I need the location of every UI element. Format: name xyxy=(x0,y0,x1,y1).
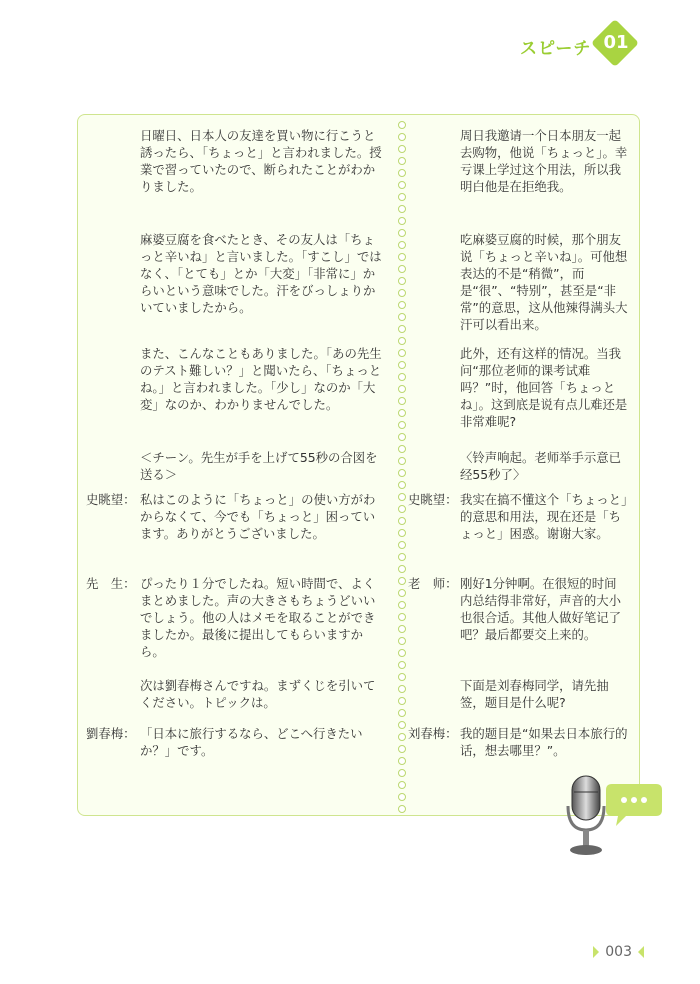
page-marker-left xyxy=(593,946,599,958)
binding-ring xyxy=(398,529,406,537)
page-marker-right xyxy=(638,946,644,958)
speaker-name: 老 师： xyxy=(408,576,458,591)
binding-ring xyxy=(398,517,406,525)
binding-ring xyxy=(398,625,406,633)
binding-ring xyxy=(398,289,406,297)
binding-ring xyxy=(398,565,406,573)
binding-ring xyxy=(398,421,406,429)
binding-ring xyxy=(398,709,406,717)
binding-ring xyxy=(398,145,406,153)
binding-ring xyxy=(398,121,406,129)
binding-ring xyxy=(398,649,406,657)
speaker-name: 劉春梅： xyxy=(86,726,136,741)
binding-ring xyxy=(398,277,406,285)
binding-ring xyxy=(398,685,406,693)
binding-ring xyxy=(398,481,406,489)
spiral-binding xyxy=(396,115,408,815)
binding-ring xyxy=(398,505,406,513)
binding-ring xyxy=(398,229,406,237)
ja-paragraph: 日曜日、日本人の友達を買い物に行こうと誘ったら、「ちょっと」と言われました。授業で習っていたので、断られたことがわかりました。 xyxy=(140,128,382,194)
binding-ring xyxy=(398,313,406,321)
binding-ring xyxy=(398,361,406,369)
speaker-name: 史眺望： xyxy=(408,492,458,507)
binding-ring xyxy=(398,265,406,273)
binding-ring xyxy=(398,301,406,309)
speech-bubble-icon xyxy=(604,780,664,830)
binding-ring xyxy=(398,697,406,705)
binding-ring xyxy=(398,577,406,585)
binding-ring xyxy=(398,157,406,165)
binding-ring xyxy=(398,493,406,501)
binding-ring xyxy=(398,757,406,765)
binding-ring xyxy=(398,781,406,789)
section-label: スピーチ xyxy=(520,38,592,59)
binding-ring xyxy=(398,385,406,393)
binding-ring xyxy=(398,325,406,333)
binding-ring xyxy=(398,805,406,813)
binding-ring xyxy=(398,373,406,381)
binding-ring xyxy=(398,433,406,441)
binding-ring xyxy=(398,181,406,189)
binding-ring xyxy=(398,541,406,549)
binding-ring xyxy=(398,601,406,609)
speaker-name: 刘春梅： xyxy=(408,726,458,741)
binding-ring xyxy=(398,793,406,801)
binding-ring xyxy=(398,349,406,357)
speaker-name: 史眺望： xyxy=(86,492,136,507)
binding-ring xyxy=(398,673,406,681)
section-number: 01 xyxy=(603,32,629,53)
binding-ring xyxy=(398,721,406,729)
binding-ring xyxy=(398,589,406,597)
binding-ring xyxy=(398,637,406,645)
binding-ring xyxy=(398,253,406,261)
binding-ring xyxy=(398,217,406,225)
binding-ring xyxy=(398,457,406,465)
binding-ring xyxy=(398,445,406,453)
binding-ring xyxy=(398,397,406,405)
binding-ring xyxy=(398,769,406,777)
binding-ring xyxy=(398,133,406,141)
page-number-area xyxy=(593,944,644,960)
binding-ring xyxy=(398,661,406,669)
section-tag xyxy=(520,28,629,64)
binding-ring xyxy=(398,241,406,249)
speaker-name: 先 生： xyxy=(86,576,136,591)
binding-ring xyxy=(398,409,406,417)
binding-ring xyxy=(398,613,406,621)
binding-ring xyxy=(398,469,406,477)
binding-ring xyxy=(398,553,406,561)
binding-ring xyxy=(398,205,406,213)
page-number: 003 xyxy=(605,944,632,960)
dialogue-panel: 日曜日、日本人の友達を買い物に行こうと誘ったら、「ちょっと」と言われました。授業で習っていたので、断られたことがわかりました。 麻婆豆腐を食べたとき、その友人は「ちょっと辛いね」と言いました。「すこし」ではなく、「とても」とか「大変」「非常に」からいという意味でした。汗をびっしょりかいていましたから。 また、こんなこともありました。「あの先生のテスト難しい？」と聞いたら、「ちょっとね。」と言われました。「少し」なのか「大変」なのか、わかりませんでした。 ＜チーン。先生が手を上げて55秒の合図を送る＞ 史眺望： 私はこのように「ちょっと」の使い方がわからなくて、今でも「ちょっと」困っています。ありがとうございました。 先 生： ぴったり１分でしたね。短い時間で、よくまとめました。声の大きさもちょうどいいでしょう。他の人はメモを取ることができましたか。最後に提出してもらいますから。 次は劉春梅さんですね。まずくじを引いてください。トピックは。 劉春梅： 「日本に旅行するなら、どこへ行きたいか？」です。 周日我邀请一个日本朋友一起去购物，他说「ちょっと」。幸亏课上学过这个用法，所以我明白他是在拒绝我。 吃麻婆豆腐的时候，那个朋友说「ちょっと辛いね」。可他想表达的不是“稍微”，而是“很”、“特别”，甚至是“非常”的意思，这从他辣得满头大汗可以看出来。 此外，还有这样的情况。当我问“那位老师的课考试难吗？”时，他回答「ちょっとね」。这到底是说有点儿难还是非常难呢? 〈铃声响起。老师举手示意已经55秒了〉 史眺望： 我实在搞不懂这个「ちょっと」的意思和用法，现在还是「ちょっと」困惑。谢谢大家。 老 师： 刚好1分钟啊。在很短的时间内总结得非常好，声音的大小也很合适。其他人做好笔记了吧？最后都要交上来的。 下面是刘春梅同学，请先抽签，题目是什么呢? 刘春梅： 我的题目是“如果去日本旅行的话，想去哪里？”。 xyxy=(77,114,640,816)
binding-ring xyxy=(398,733,406,741)
binding-ring xyxy=(398,169,406,177)
binding-ring xyxy=(398,745,406,753)
binding-ring xyxy=(398,193,406,201)
binding-ring xyxy=(398,337,406,345)
